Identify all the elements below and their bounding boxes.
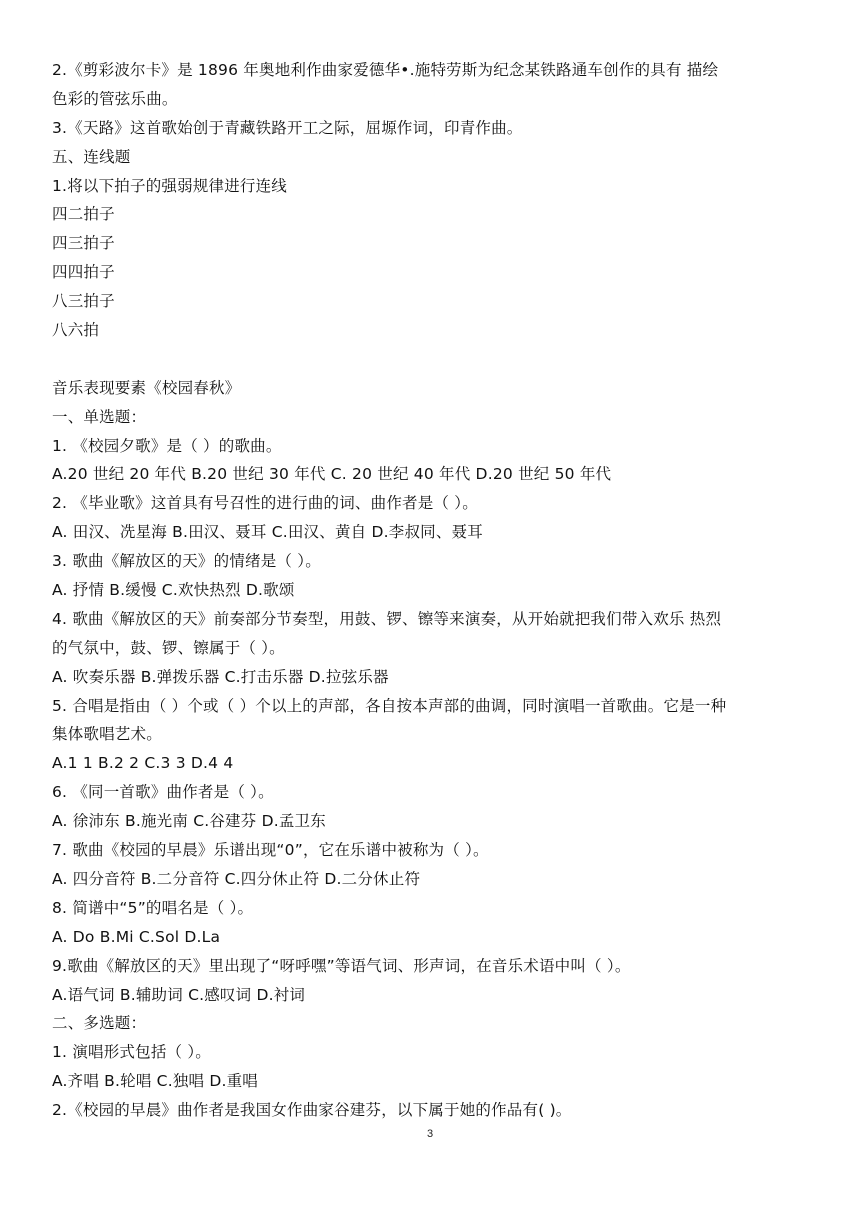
answer-options: A.1 1 B.2 2 C.3 3 D.4 4 <box>52 754 234 773</box>
answer-options: A. 吹奏乐器 B.弹拨乐器 C.打击乐器 D.拉弦乐器 <box>52 667 389 686</box>
section-heading: 二、多选题： <box>52 1014 147 1033</box>
text-line: 2.《剪彩波尔卡》是 1896 年奥地利作曲家爱德华•.施特劳斯为纪念某铁路通车创作的具有 描绘 <box>52 61 719 79</box>
question-text: 2.《校园的早晨》曲作者是我国女作曲家谷建芬，以下属于她的作品有( )。 <box>52 1101 572 1120</box>
unit-title: 音乐表现要素《校园春秋》 <box>52 378 241 397</box>
question-text: 1.将以下拍子的强弱规律进行连线 <box>52 176 287 195</box>
question-text: 的气氛中，鼓、锣、镲属于（ ）。 <box>52 638 285 657</box>
question-text: 3. 歌曲《解放区的天》的情绪是（ ）。 <box>52 552 321 571</box>
document-body <box>52 56 812 1125</box>
question-text: 6. 《同一首歌》曲作者是（ ）。 <box>52 783 274 802</box>
answer-options: A. 四分音符 B.二分音符 C.四分休止符 D.二分休止符 <box>52 869 421 888</box>
answer-options: A. 抒情 B.缓慢 C.欢快热烈 D.歌颂 <box>52 581 295 600</box>
answer-options: A.齐唱 B.轮唱 C.独唱 D.重唱 <box>52 1072 259 1091</box>
matching-item: 八三拍子 <box>52 292 115 311</box>
answer-options: A. 田汉、冼星海 B.田汉、聂耳 C.田汉、黄自 D.李叔同、聂耳 <box>52 523 483 542</box>
matching-item: 八六拍 <box>52 321 100 340</box>
page-number: 3 <box>426 1128 434 1140</box>
question-text: 2. 《毕业歌》这首具有号召性的进行曲的词、曲作者是（ ）。 <box>52 494 478 513</box>
matching-item: 四四拍子 <box>52 263 115 282</box>
answer-options: A. 徐沛东 B.施光南 C.谷建芬 D.孟卫东 <box>52 812 326 831</box>
section-heading: 一、单选题： <box>52 407 147 426</box>
question-text: 1. 《校园夕歌》是（ ）的歌曲。 <box>52 436 282 455</box>
blank-line <box>52 345 812 374</box>
question-text: 1. 演唱形式包括（ ）。 <box>52 1043 211 1062</box>
section-heading: 五、连线题 <box>52 147 131 166</box>
answer-options: A.20 世纪 20 年代 B.20 世纪 30 年代 C. 20 世纪 40 年代 D.20 世纪 50 年代 <box>52 465 612 484</box>
text-line: 色彩的管弦乐曲。 <box>52 89 178 108</box>
answer-options: A.语气词 B.辅助词 C.感叹词 D.衬词 <box>52 985 306 1004</box>
question-text: 5. 合唱是指由（ ）个或（ ）个以上的声部，各自按本声部的曲调，同时演唱一首歌曲。它是一种 <box>52 696 727 715</box>
question-text: 7. 歌曲《校园的早晨》乐谱出现“0”，它在乐谱中被称为（ ）。 <box>52 841 489 860</box>
question-text: 9.歌曲《解放区的天》里出现了“呀呼嘿”等语气词、形声词，在音乐术语中叫（ ）。 <box>52 956 631 975</box>
answer-options: A. Do B.Mi C.Sol D.La <box>52 927 221 946</box>
question-text: 8. 简谱中“5”的唱名是（ ）。 <box>52 898 254 917</box>
matching-item: 四三拍子 <box>52 234 115 253</box>
question-text: 集体歌唱艺术。 <box>52 725 162 744</box>
question-text: 4. 歌曲《解放区的天》前奏部分节奏型，用鼓、锣、镲等来演奏，从开始就把我们带入欢乐 热烈 <box>52 609 722 628</box>
text-line: 3.《天路》这首歌始创于青藏铁路开工之际，屈塬作词，印青作曲。 <box>52 118 523 137</box>
matching-item: 四二拍子 <box>52 205 115 224</box>
